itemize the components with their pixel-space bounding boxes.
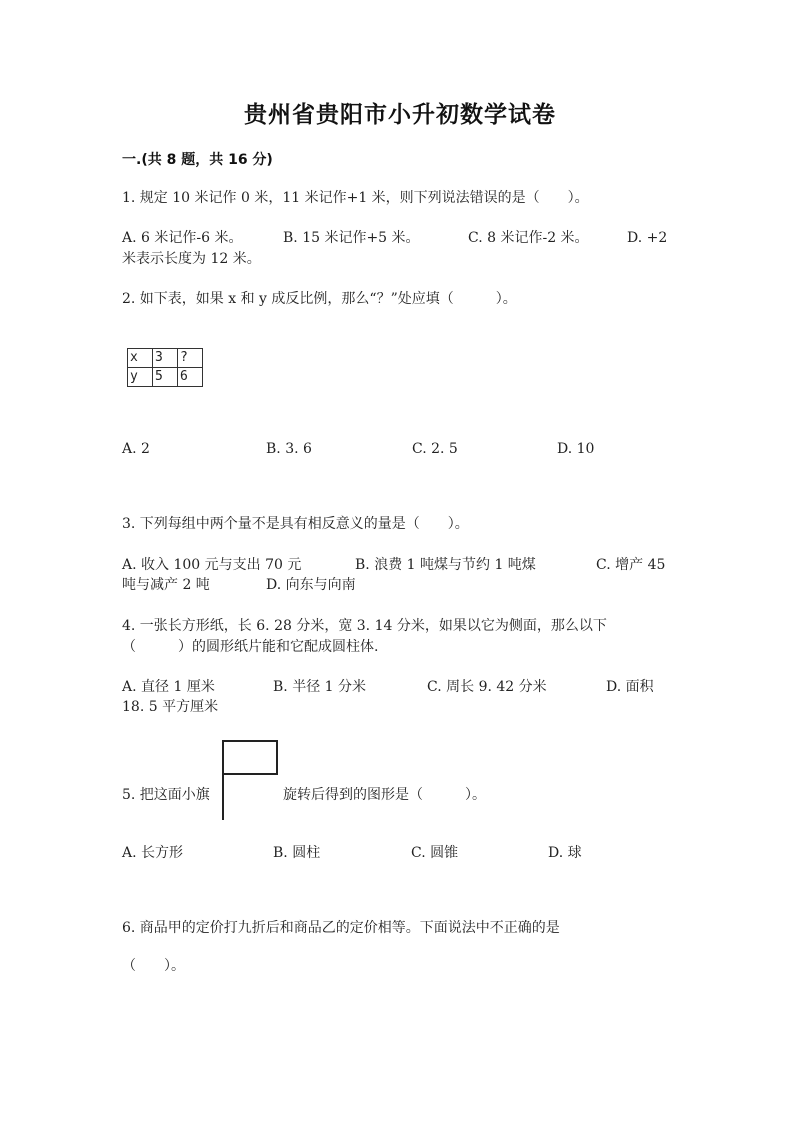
question-1-option-d: D. +2 bbox=[627, 230, 668, 246]
question-2-option-d: D. 10 bbox=[557, 441, 595, 457]
question-2-stem: 2. 如下表，如果 x 和 y 成反比例，那么“？”处应填（ ）。 bbox=[122, 291, 517, 307]
question-5-option-c: C. 圆锥 bbox=[411, 845, 459, 861]
table-cell: 5 bbox=[153, 368, 178, 387]
question-5-stem-after: 旋转后得到的图形是（ ）。 bbox=[283, 787, 486, 803]
question-5-stem-before: 5. 把这面小旗 bbox=[122, 787, 210, 803]
question-4-option-d-continued: 18. 5 平方厘米 bbox=[122, 699, 219, 715]
table-cell: 3 bbox=[153, 349, 178, 368]
question-3-stem: 3. 下列每组中两个量不是具有相反意义的量是（ ）。 bbox=[122, 516, 469, 532]
xy-table bbox=[127, 348, 203, 387]
question-2-option-a: A. 2 bbox=[122, 441, 150, 457]
question-5-option-d: D. 球 bbox=[548, 845, 582, 861]
question-6-stem: 6. 商品甲的定价打九折后和商品乙的定价相等。下面说法中不正确的是 bbox=[122, 920, 560, 936]
question-3-option-c-continued: 吨与减产 2 吨 bbox=[122, 577, 210, 593]
question-1-option-a: A. 6 米记作-6 米。 bbox=[122, 230, 243, 246]
question-1-option-b: B. 15 米记作+5 米。 bbox=[283, 230, 420, 246]
question-4-option-a: A. 直径 1 厘米 bbox=[122, 679, 215, 695]
question-4-stem: 4. 一张长方形纸，长 6. 28 分米，宽 3. 14 分米，如果以它为侧面，那么以下 bbox=[122, 618, 607, 634]
section-heading: 一.(共 8 题，共 16 分) bbox=[122, 152, 273, 168]
table-cell: 6 bbox=[178, 368, 203, 387]
table-row bbox=[128, 349, 203, 368]
page-title: 贵州省贵阳市小升初数学试卷 bbox=[244, 102, 556, 128]
table-row bbox=[128, 368, 203, 387]
question-3-option-d: D. 向东与向南 bbox=[266, 577, 356, 593]
question-5-option-b: B. 圆柱 bbox=[273, 845, 321, 861]
flag-figure bbox=[222, 740, 278, 820]
question-2-option-c: C. 2. 5 bbox=[412, 441, 458, 457]
question-4-option-b: B. 半径 1 分米 bbox=[273, 679, 366, 695]
table-cell: ? bbox=[178, 349, 203, 368]
question-1-stem: 1. 规定 10 米记作 0 米，11 米记作+1 米，则下列说法错误的是（ ）。 bbox=[122, 190, 589, 206]
question-5-option-a: A. 长方形 bbox=[122, 845, 184, 861]
question-3-option-b: B. 浪费 1 吨煤与节约 1 吨煤 bbox=[355, 557, 536, 573]
question-2-option-b: B. 3. 6 bbox=[266, 441, 312, 457]
question-1-option-c: C. 8 米记作-2 米。 bbox=[468, 230, 589, 246]
question-3-option-c: C. 增产 45 bbox=[596, 557, 666, 573]
question-4-option-d: D. 面积 bbox=[606, 679, 654, 695]
question-4-option-c: C. 周长 9. 42 分米 bbox=[427, 679, 547, 695]
table-cell: x bbox=[128, 349, 153, 368]
question-4-stem-continued: （ ）的圆形纸片能和它配成圆柱体. bbox=[122, 639, 379, 655]
question-1-option-d-continued: 米表示长度为 12 米。 bbox=[122, 251, 261, 267]
table-cell: y bbox=[128, 368, 153, 387]
question-3-option-a: A. 收入 100 元与支出 70 元 bbox=[122, 557, 302, 573]
question-6-stem-continued: （ ）。 bbox=[122, 958, 185, 974]
